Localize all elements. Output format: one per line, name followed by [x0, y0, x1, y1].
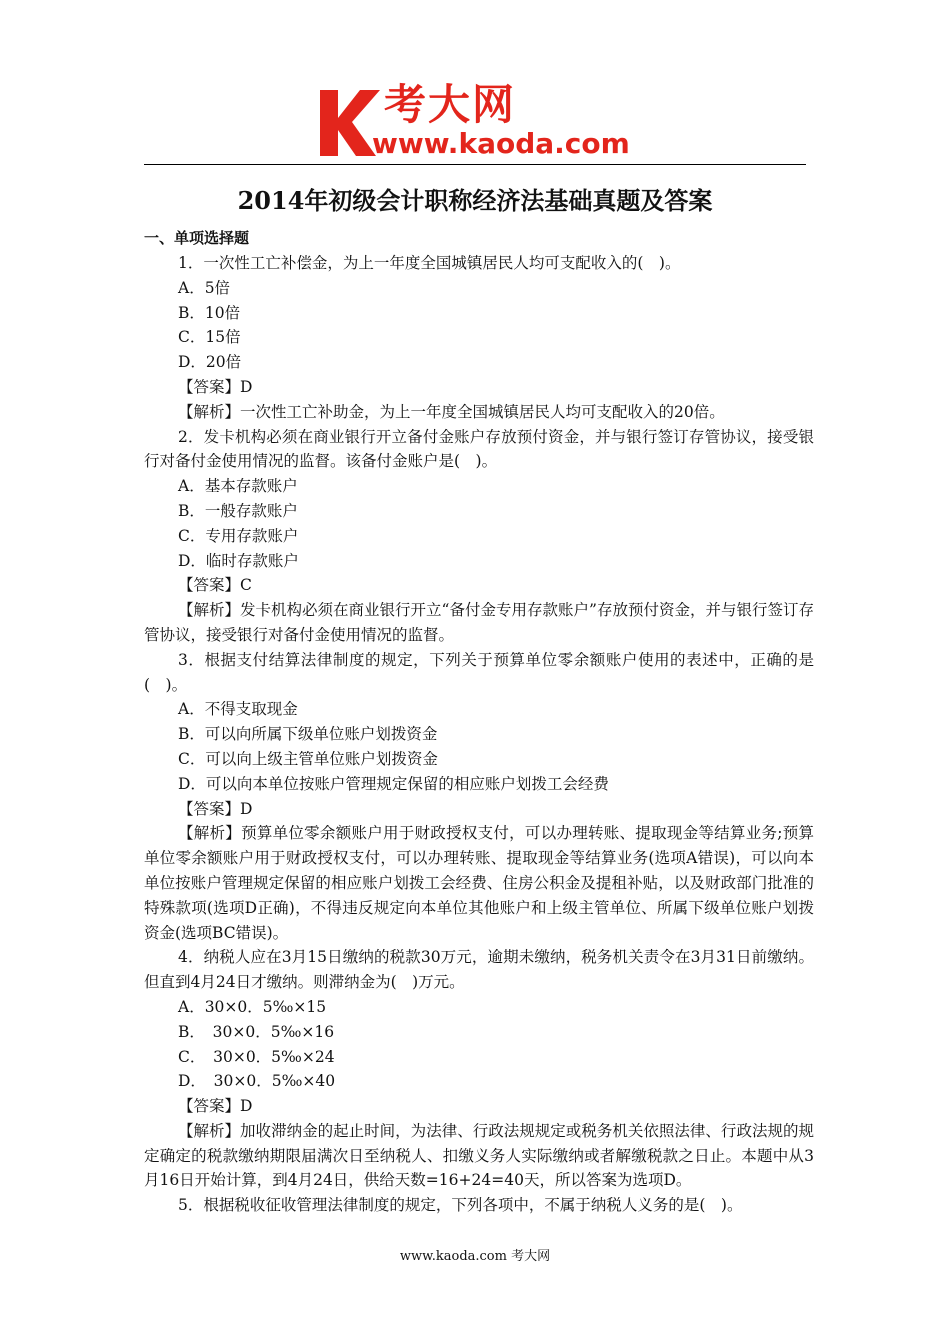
q2-option-a: A．基本存款账户 — [178, 477, 298, 496]
q1-answer: 【答案】D — [178, 377, 253, 396]
q2-option-c: C．专用存款账户 — [178, 526, 299, 545]
q3-option-c: C．可以向上级主管单位账户划拨资金 — [178, 749, 438, 768]
kaoda-logo — [318, 82, 648, 160]
q4-answer: 【答案】D — [178, 1097, 253, 1116]
q2-analysis: 【解析】发卡机构必须在商业银行开立“备付金专用存款账户”存放预付资金，并与银行签订存管协议，接受银行对备付金使用情况的监督。 — [144, 601, 814, 644]
question-1-stem: 1．一次性工亡补偿金，为上一年度全国城镇居民人均可支配收入的( )。 — [178, 254, 681, 272]
q1-option-b: B．10倍 — [178, 303, 241, 322]
q2-option-b: B．一般存款账户 — [178, 501, 298, 520]
logo-brand-url: www.kaoda.com — [372, 127, 630, 160]
q3-answer: 【答案】D — [178, 799, 253, 818]
document-title: 2014年初级会计职称经济法基础真题及答案 — [237, 186, 713, 215]
q1-option-a: A．5倍 — [178, 278, 231, 297]
q1-option-d: D．20倍 — [178, 353, 242, 372]
question-5-stem: 5．根据税收征收管理法律制度的规定，下列各项中，不属于纳税人义务的是( )。 — [178, 1196, 743, 1215]
q4-option-d: D． 30×0．5‰×40 — [178, 1072, 336, 1091]
q3-analysis: 【解析】预算单位零余额账户用于财政授权支付，可以办理转账、提取现金等结算业务;预算单位零余额账户用于财政授权支付，可以办理转账、提取现金等结算业务(选项A错误)，可以向本单位按账户管理规定保留的相应账户划拨工会经费、住房公积金及提租补贴，以及财政部门批准的特殊款项(选项D正确)，不得违反规定向本单位其他账户和上级主管单位、所属下级单位账户划拨资金(选项BC错误)。 — [144, 824, 814, 942]
q4-option-a: A．30×0．5‰×15 — [178, 997, 327, 1016]
q2-answer: 【答案】C — [178, 576, 252, 595]
page-footer: www.kaoda.com 考大网 — [399, 1249, 551, 1264]
q4-analysis: 【解析】加收滞纳金的起止时间，为法律、行政法规规定或税务机关依照法律、行政法规的规定确定的税款缴纳期限届满次日至纳税人、扣缴义务人实际缴纳或者解缴税款之日止。本题中从3月16日开始计算，到4月24日，供给天数=16+24=40天，所以答案为选项D。 — [144, 1121, 814, 1190]
q4-option-b: B． 30×0．5‰×16 — [178, 1022, 335, 1041]
q2-option-d: D．临时存款账户 — [178, 551, 299, 570]
q3-option-b: B．可以向所属下级单位账户划拨资金 — [178, 725, 438, 744]
q1-analysis: 【解析】一次性工亡补助金，为上一年度全国城镇居民人均可支配收入的20倍。 — [178, 402, 725, 421]
q1-option-c: C．15倍 — [178, 328, 241, 347]
question-3-stem: 3．根据支付结算法律制度的规定，下列关于预算单位零余额账户使用的表述中，正确的是( )。 — [144, 650, 814, 694]
q3-option-d: D．可以向本单位按账户管理规定保留的相应账户划拨工会经费 — [178, 774, 609, 793]
document-body — [144, 251, 814, 1218]
question-4-stem: 4．纳税人应在3月15日缴纳的税款30万元，逾期未缴纳，税务机关责令在3月31日前缴纳。但直到4月24日才缴纳。则滞纳金为( )万元。 — [144, 948, 814, 992]
header-divider — [144, 164, 806, 165]
q3-option-a: A．不得支取现金 — [178, 700, 298, 719]
q4-option-c: C． 30×0．5‰×24 — [178, 1047, 335, 1066]
section-heading: 一、单项选择题 — [144, 229, 250, 247]
logo-brand-cn: 考大网 — [384, 80, 517, 129]
question-2-stem: 2．发卡机构必须在商业银行开立备付金账户存放预付资金，并与银行签订存管协议，接受银行对备付金使用情况的监督。该备付金账户是( )。 — [144, 427, 814, 471]
